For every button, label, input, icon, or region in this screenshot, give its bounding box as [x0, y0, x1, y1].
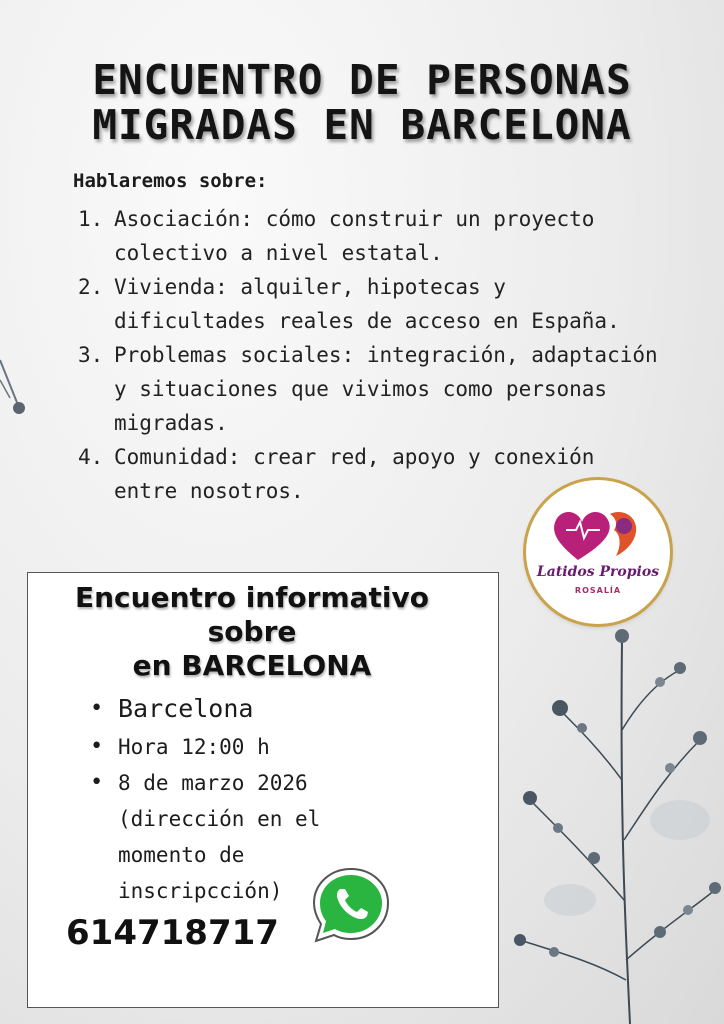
event-title-line2: sobre: [207, 615, 297, 648]
topic-text: Comunidad: crear red, apoyo y conexión entre nosotros.: [114, 445, 595, 503]
twig-decoration: [0, 350, 40, 430]
topic-text: Asociación: cómo construir un proyecto colectivo a nivel estatal.: [114, 207, 595, 265]
flyer-title: [0, 58, 724, 148]
logo-name: Latidos Propios: [536, 564, 660, 580]
whatsapp-icon[interactable]: [306, 863, 396, 947]
event-title: [28, 581, 476, 683]
topics-list: [78, 202, 668, 508]
topic-text: Problemas sociales: integración, adaptación y situaciones que vivimos como personas migradas.: [114, 343, 658, 435]
event-location: • Barcelona: [90, 694, 254, 723]
topic-item: 2. Vivienda: alquiler, hipotecas y dificultades reales de acceso en España.: [78, 275, 620, 333]
event-card: [27, 572, 499, 1008]
topics-heading: Hablaremos sobre:: [73, 170, 268, 192]
topic-item: 1. Asociación: cómo construir un proyecto colectivo a nivel estatal.: [78, 207, 595, 265]
plant-decoration: [510, 600, 724, 1024]
phone-number[interactable]: 614718717: [66, 913, 279, 953]
heart-logo-icon: [548, 504, 648, 564]
flyer-title-line2: MIGRADAS EN BARCELONA: [92, 101, 632, 149]
event-title-line1: Encuentro informativo: [75, 581, 429, 614]
topic-item: 3. Problemas sociales: integración, adaptación y situaciones que vivimos como personas migradas.: [78, 343, 658, 435]
event-time: • Hora 12:00 h: [90, 734, 270, 759]
event-title-line3: en BARCELONA: [132, 649, 372, 682]
topic-text: Vivienda: alquiler, hipotecas y dificultades reales de acceso en España.: [114, 275, 620, 333]
topic-item: 4. Comunidad: crear red, apoyo y conexión entre nosotros.: [78, 445, 595, 503]
logo-subtitle: ROSALÍA: [574, 586, 622, 595]
event-date: • 8 de marzo 2026 (dirección en el momento de inscripcción): [90, 770, 321, 903]
flyer-title-line1: ENCUENTRO DE PERSONAS: [92, 56, 632, 104]
